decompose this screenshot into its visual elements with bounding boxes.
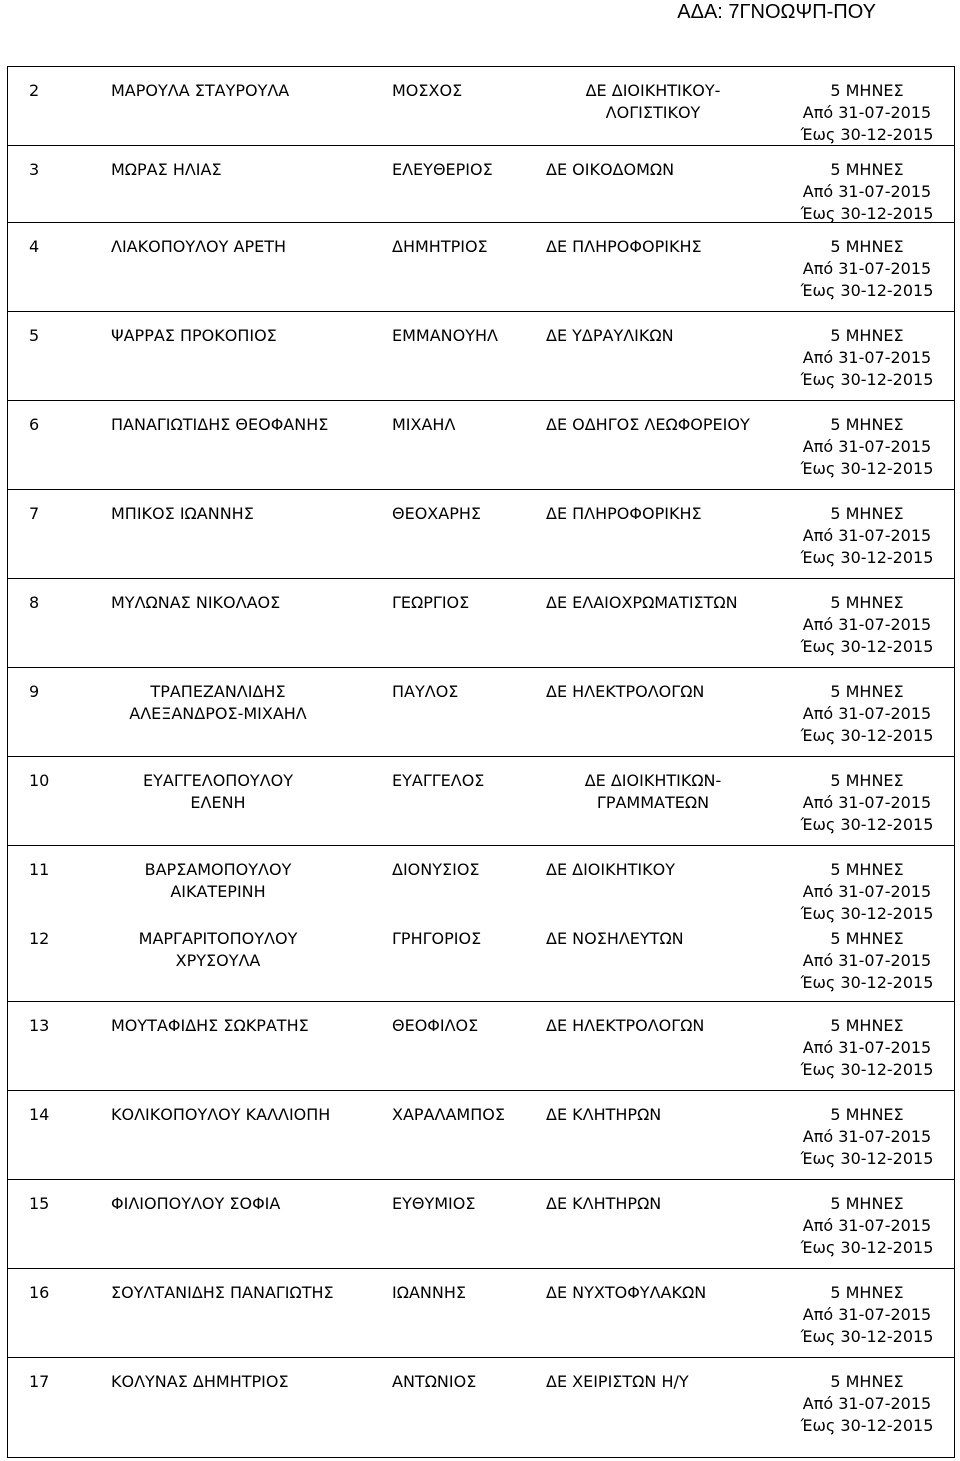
table-row xyxy=(8,1358,954,1458)
row-number: 11 xyxy=(29,860,50,879)
duration-months: 5 ΜΗΝΕΣ xyxy=(830,237,904,256)
cell-line: ΔΕ ΝΥΧΤΟΦΥΛΑΚΩΝ xyxy=(546,1283,707,1302)
specialty xyxy=(546,1282,706,1304)
cell-line: ΛΙΑΚΟΠΟΥΛΟΥ ΑΡΕΤΗ xyxy=(111,237,286,256)
duration-end: Έως 30-12-2015 xyxy=(800,548,934,567)
cell-line: ΜΩΡΑΣ ΗΛΙΑΣ xyxy=(111,160,222,179)
father-name: ΘΕΟΧΑΡΗΣ xyxy=(392,504,481,523)
cell-line: ΜΑΡΓΑΡΙΤΟΠΟΥΛΟΥ xyxy=(138,929,298,948)
father-name: ΕΥΑΓΓΕΛΟΣ xyxy=(392,771,485,790)
duration-start: Από 31-07-2015 xyxy=(802,437,932,456)
duration-start: Από 31-07-2015 xyxy=(802,348,932,367)
cell-line: ΚΟΛΥΝΑΣ ΔΗΜΗΤΡΙΟΣ xyxy=(111,1372,289,1391)
duration-start: Από 31-07-2015 xyxy=(802,882,932,901)
duration-months: 5 ΜΗΝΕΣ xyxy=(830,929,904,948)
table-row xyxy=(8,1002,954,1091)
duration-end: Έως 30-12-2015 xyxy=(800,1060,934,1079)
duration-start: Από 31-07-2015 xyxy=(802,182,932,201)
father-name: ΜΟΣΧΟΣ xyxy=(392,81,463,100)
cell-line: ΔΕ ΚΛΗΤΗΡΩΝ xyxy=(546,1194,662,1213)
table-row xyxy=(8,223,954,312)
row-number: 4 xyxy=(29,237,40,256)
cell-line: ΔΕ ΔΙΟΙΚΗΤΙΚΩΝ- xyxy=(584,771,722,790)
employee-name xyxy=(111,414,328,436)
cell-line: ΕΥΑΓΓΕΛΟΠΟΥΛΟΥ xyxy=(142,771,293,790)
contract-duration xyxy=(792,1193,942,1259)
row-number: 12 xyxy=(29,929,50,948)
duration-months: 5 ΜΗΝΕΣ xyxy=(830,860,904,879)
father-name: ΕΛΕΥΘΕΡΙΟΣ xyxy=(392,160,493,179)
specialty xyxy=(546,681,704,703)
duration-months: 5 ΜΗΝΕΣ xyxy=(830,504,904,523)
row-number: 9 xyxy=(29,682,40,701)
duration-months: 5 ΜΗΝΕΣ xyxy=(830,1283,904,1302)
cell-line: ΔΕ ΕΛΑΙΟΧΡΩΜΑΤΙΣΤΩΝ xyxy=(546,593,738,612)
employee-name xyxy=(111,1282,334,1304)
duration-start: Από 31-07-2015 xyxy=(802,951,932,970)
row-number: 17 xyxy=(29,1372,50,1391)
duration-months: 5 ΜΗΝΕΣ xyxy=(830,160,904,179)
cell-line: ΔΕ ΔΙΟΙΚΗΤΙΚΟΥ- xyxy=(585,81,721,100)
table-row xyxy=(8,146,954,223)
employee-name xyxy=(111,1371,289,1393)
contract-duration xyxy=(792,1104,942,1170)
employee-name xyxy=(105,770,331,814)
father-name: ΓΡΗΓΟΡΙΟΣ xyxy=(392,929,482,948)
employee-name xyxy=(111,325,277,347)
duration-months: 5 ΜΗΝΕΣ xyxy=(830,81,904,100)
duration-start: Από 31-07-2015 xyxy=(802,1394,932,1413)
duration-months: 5 ΜΗΝΕΣ xyxy=(830,1372,904,1391)
row-number: 16 xyxy=(29,1283,50,1302)
duration-start: Από 31-07-2015 xyxy=(802,259,932,278)
father-name: ΘΕΟΦΙΛΟΣ xyxy=(392,1016,479,1035)
staff-table xyxy=(7,66,955,1458)
contract-duration xyxy=(792,770,942,836)
employee-name xyxy=(111,592,280,614)
row-number: 7 xyxy=(29,504,40,523)
specialty xyxy=(546,1104,661,1126)
duration-start: Από 31-07-2015 xyxy=(802,1216,932,1235)
cell-line: ΔΕ ΥΔΡΑΥΛΙΚΩΝ xyxy=(546,326,674,345)
duration-end: Έως 30-12-2015 xyxy=(800,370,934,389)
cell-line: ΜΥΛΩΝΑΣ ΝΙΚΟΛΑΟΣ xyxy=(111,593,281,612)
duration-end: Έως 30-12-2015 xyxy=(800,281,934,300)
father-name: ΠΑΥΛΟΣ xyxy=(392,682,459,701)
duration-end: Έως 30-12-2015 xyxy=(800,904,934,923)
table-row xyxy=(8,668,954,757)
contract-duration xyxy=(792,681,942,747)
duration-start: Από 31-07-2015 xyxy=(802,1038,932,1057)
father-name: ΔΗΜΗΤΡΙΟΣ xyxy=(392,237,488,256)
cell-line: ΓΡΑΜΜΑΤΕΩΝ xyxy=(596,793,710,812)
cell-line: ΔΕ ΔΙΟΙΚΗΤΙΚΟΥ xyxy=(546,860,675,879)
duration-end: Έως 30-12-2015 xyxy=(800,637,934,656)
employee-name xyxy=(111,1015,309,1037)
duration-end: Έως 30-12-2015 xyxy=(800,973,934,992)
duration-months: 5 ΜΗΝΕΣ xyxy=(830,682,904,701)
cell-line: ΧΡΥΣΟΥΛΑ xyxy=(175,951,261,970)
cell-line: ΦΙΛΙΟΠΟΥΛΟΥ ΣΟΦΙΑ xyxy=(111,1194,281,1213)
specialty xyxy=(514,80,792,124)
employee-name xyxy=(111,80,289,102)
row-number: 6 xyxy=(29,415,40,434)
duration-end: Έως 30-12-2015 xyxy=(800,1149,934,1168)
cell-line: ΔΕ ΠΛΗΡΟΦΟΡΙΚΗΣ xyxy=(546,504,702,523)
table-row xyxy=(8,1180,954,1269)
father-name: ΧΑΡΑΛΑΜΠΟΣ xyxy=(392,1105,505,1124)
duration-start: Από 31-07-2015 xyxy=(802,615,932,634)
father-name: ΕΥΘΥΜΙΟΣ xyxy=(392,1194,476,1213)
table-row xyxy=(8,757,954,846)
duration-months: 5 ΜΗΝΕΣ xyxy=(830,326,904,345)
father-name: ΑΝΤΩΝΙΟΣ xyxy=(392,1372,477,1391)
row-number: 8 xyxy=(29,593,40,612)
father-name: ΔΙΟΝΥΣΙΟΣ xyxy=(392,860,480,879)
contract-duration xyxy=(792,325,942,391)
duration-end: Έως 30-12-2015 xyxy=(800,125,934,144)
specialty xyxy=(546,1193,661,1215)
table-row xyxy=(8,579,954,668)
specialty xyxy=(546,592,738,614)
duration-end: Έως 30-12-2015 xyxy=(800,459,934,478)
specialty xyxy=(546,159,674,181)
duration-months: 5 ΜΗΝΕΣ xyxy=(830,415,904,434)
specialty xyxy=(546,928,684,950)
row-number: 15 xyxy=(29,1194,50,1213)
table-row xyxy=(8,490,954,579)
specialty xyxy=(546,1015,704,1037)
duration-end: Έως 30-12-2015 xyxy=(800,815,934,834)
duration-start: Από 31-07-2015 xyxy=(802,1127,932,1146)
ada-code: ΑΔΑ: 7ΓΝΟΩΨΠ-ΠΟΥ xyxy=(677,1,876,23)
specialty xyxy=(546,236,702,258)
specialty xyxy=(546,503,702,525)
cell-line: ΜΟΥΤΑΦΙΔΗΣ ΣΩΚΡΑΤΗΣ xyxy=(111,1016,309,1035)
cell-line: ΔΕ ΠΛΗΡΟΦΟΡΙΚΗΣ xyxy=(546,237,702,256)
employee-name xyxy=(111,503,254,525)
cell-line: ΕΛΕΝΗ xyxy=(190,793,246,812)
employee-name xyxy=(111,1193,280,1215)
specialty xyxy=(546,859,675,881)
table-row xyxy=(8,401,954,490)
father-name: ΕΜΜΑΝΟΥΗΛ xyxy=(392,326,498,345)
cell-line: ΤΡΑΠΕΖΑΝΛΙΔΗΣ xyxy=(150,682,286,701)
cell-line: ΑΙΚΑΤΕΡΙΝΗ xyxy=(170,882,266,901)
contract-duration xyxy=(792,1371,942,1437)
duration-start: Από 31-07-2015 xyxy=(802,103,932,122)
contract-duration xyxy=(792,859,942,925)
cell-line: ΨΑΡΡΑΣ ΠΡΟΚΟΠΙΟΣ xyxy=(111,326,277,345)
duration-start: Από 31-07-2015 xyxy=(802,526,932,545)
duration-months: 5 ΜΗΝΕΣ xyxy=(830,1194,904,1213)
table-row xyxy=(8,67,954,146)
table-row xyxy=(8,1269,954,1358)
contract-duration xyxy=(792,1015,942,1081)
employee-name xyxy=(105,859,331,903)
duration-end: Έως 30-12-2015 xyxy=(800,726,934,745)
specialty xyxy=(546,1371,689,1393)
duration-start: Από 31-07-2015 xyxy=(802,704,932,723)
father-name: ΙΩΑΝΝΗΣ xyxy=(392,1283,466,1302)
cell-line: ΔΕ ΧΕΙΡΙΣΤΩΝ Η/Υ xyxy=(546,1372,689,1391)
cell-line: ΒΑΡΣΑΜΟΠΟΥΛΟΥ xyxy=(144,860,292,879)
contract-duration xyxy=(792,928,942,994)
duration-end: Έως 30-12-2015 xyxy=(800,1238,934,1257)
employee-name xyxy=(105,928,331,972)
employee-name xyxy=(111,1104,330,1126)
contract-duration xyxy=(792,236,942,302)
specialty xyxy=(546,325,674,347)
employee-name xyxy=(105,681,331,725)
contract-duration xyxy=(792,414,942,480)
cell-line: ΚΟΛΙΚΟΠΟΥΛΟΥ ΚΑΛΛΙΟΠΗ xyxy=(111,1105,331,1124)
cell-line: ΔΕ ΝΟΣΗΛΕΥΤΩΝ xyxy=(546,929,684,948)
specialty xyxy=(514,770,792,814)
specialty xyxy=(546,414,750,436)
duration-end: Έως 30-12-2015 xyxy=(800,1327,934,1346)
row-number: 2 xyxy=(29,81,40,100)
cell-line: ΔΕ ΗΛΕΚΤΡΟΛΟΓΩΝ xyxy=(546,1016,705,1035)
duration-start: Από 31-07-2015 xyxy=(802,793,932,812)
cell-line: ΛΟΓΙΣΤΙΚΟΥ xyxy=(605,103,701,122)
table-row xyxy=(8,846,954,1002)
row-number: 5 xyxy=(29,326,40,345)
cell-line: ΜΑΡΟΥΛΑ ΣΤΑΥΡΟΥΛΑ xyxy=(111,81,290,100)
contract-duration xyxy=(792,1282,942,1348)
cell-line: ΜΠΙΚΟΣ ΙΩΑΝΝΗΣ xyxy=(111,504,254,523)
cell-line: ΔΕ ΟΙΚΟΔΟΜΩΝ xyxy=(546,160,675,179)
contract-duration xyxy=(792,80,942,146)
row-number: 14 xyxy=(29,1105,50,1124)
table-row xyxy=(8,312,954,401)
duration-months: 5 ΜΗΝΕΣ xyxy=(830,1016,904,1035)
duration-months: 5 ΜΗΝΕΣ xyxy=(830,1105,904,1124)
cell-line: ΣΟΥΛΤΑΝΙΔΗΣ ΠΑΝΑΓΙΩΤΗΣ xyxy=(111,1283,334,1302)
contract-duration xyxy=(792,592,942,658)
cell-line: ΔΕ ΚΛΗΤΗΡΩΝ xyxy=(546,1105,662,1124)
employee-name xyxy=(111,236,286,258)
row-number: 10 xyxy=(29,771,50,790)
cell-line: ΑΛΕΞΑΝΔΡΟΣ-ΜΙΧΑΗΛ xyxy=(129,704,307,723)
duration-months: 5 ΜΗΝΕΣ xyxy=(830,771,904,790)
row-number: 13 xyxy=(29,1016,50,1035)
table-row xyxy=(8,1091,954,1180)
duration-months: 5 ΜΗΝΕΣ xyxy=(830,593,904,612)
father-name: ΓΕΩΡΓΙΟΣ xyxy=(392,593,470,612)
father-name: ΜΙΧΑΗΛ xyxy=(392,415,456,434)
cell-line: ΔΕ ΗΛΕΚΤΡΟΛΟΓΩΝ xyxy=(546,682,705,701)
cell-line: ΠΑΝΑΓΙΩΤΙΔΗΣ ΘΕΟΦΑΝΗΣ xyxy=(111,415,329,434)
duration-start: Από 31-07-2015 xyxy=(802,1305,932,1324)
duration-end: Έως 30-12-2015 xyxy=(800,204,934,223)
row-number: 3 xyxy=(29,160,40,179)
cell-line: ΔΕ ΟΔΗΓΟΣ ΛΕΩΦΟΡΕΙΟΥ xyxy=(546,415,750,434)
employee-name xyxy=(111,159,222,181)
contract-duration xyxy=(792,159,942,225)
contract-duration xyxy=(792,503,942,569)
duration-end: Έως 30-12-2015 xyxy=(800,1416,934,1435)
